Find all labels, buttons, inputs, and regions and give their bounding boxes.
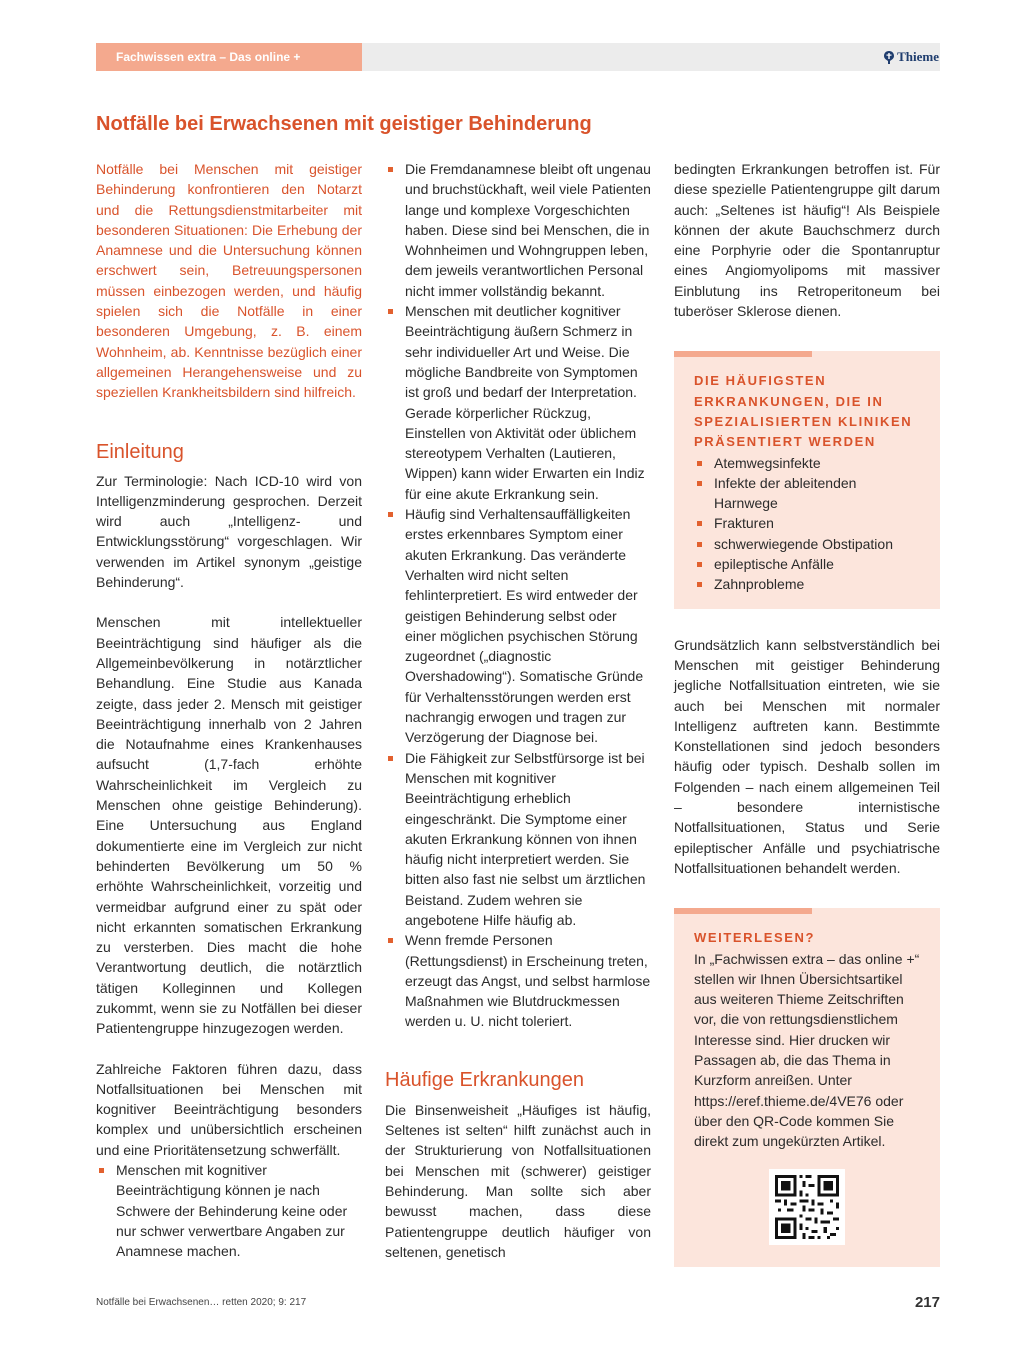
thieme-logo-icon [884,51,894,64]
list-item: Frakturen [694,513,920,533]
list-item: epileptische Anfälle [694,554,920,574]
list-item: Atemwegsinfekte [694,453,920,473]
list-item: Häufig sind Verhaltensauffälligkeiten erstes erkennbares Symptom einer akuten Erkrankung. Das veränderte Verhalten wird nicht selten fehlinterpretiert. Es wird entweder der geistigen Behinderung selbst oder einer möglichen psychischen Störung zugeordnet („diagnostic Overshadowing“). Somatische Gründe für Verhaltensstörungen werden erst nachrangig erwogen und tragen zur Verzögerung der Diagnose bei. [385,504,651,748]
body-paragraph: Die Binsenweisheit „Häufiges ist häufig, Seltenes ist selten“ hilft zunächst auch in der Strukturierung von Notfallsituationen bei Menschen mit (schwerer) geistiger Behinderung. Man sollte sich aber bewusst machen, dass diese Patientengruppe deutlich häufiger von seltenen, genetisch [385,1101,651,1260]
disease-list [694,453,920,595]
list-item: schwerwiegende Obstipation [694,534,920,554]
lead-paragraph: Notfälle bei Menschen mit geistiger Behinderung konfrontieren den Notarzt und die Rettungsdienstmitarbeiter mit besonderen Situationen: Die Erhebung der Anamnese und die Untersuchung können erschwert sein, Betreuungspersonen müssen einbezogen werden, und häufig spielen sich die Notfälle in einer besonderen Umgebung, z. B. einem Wohnheim, ab. Kenntnisse bezüglich einer allgemeinen Herangehensweise und zu speziellen Krankheitsbildern sind hilfreich. [96,161,362,401]
article-title: Notfälle bei Erwachsenen mit geistiger Behinderung [96,113,592,135]
qr-code-icon[interactable] [769,1169,845,1245]
bullet-list [96,1160,362,1261]
info-box-read-more [674,908,940,1267]
info-box-title: DIE HÄUFIGSTEN ERKRANKUNGEN, DIE IN SPEZIALISIERTEN KLINIKEN PRÄSENTIERT WERDEN [694,373,913,450]
section-tag: Fachwissen extra – Das online + [96,43,362,71]
body-paragraph: Zur Terminologie: Nach ICD-10 wird von Intelligenzminderung gesprochen. Derzeit wird auch „Intelligenz- und Entwicklungsstörung“ vorgeschlagen. Wir verwenden im Artikel synonym „geistige Behinderung“. [96,472,362,591]
list-item: Wenn fremde Personen (Rettungsdienst) in Erscheinung treten, erzeugt das Angst, und selbst harmlose Maßnahmen wie Blutdruckmessen werden u. U. nicht toleriert. [385,930,651,1031]
body-paragraph: bedingten Erkrankungen betroffen ist. Für diese spezielle Patientengruppe gilt darum auch: „Seltenes ist häufig“! Als Beispiele können der akute Bauchschmerz durch eine Porphyrie oder die Spontanruptur eines Angiomyolipoms mit massiver Einblutung ins Retroperitoneum bei tuberöser Sklerose dienen. [674,161,940,320]
brand-name: Thieme [897,49,939,64]
list-item: Zahnprobleme [694,574,920,594]
section-heading-haeufige-erkrankungen: Häufige Erkrankungen [385,1068,585,1091]
page-number: 217 [914,1294,940,1311]
body-paragraph: Menschen mit intellektueller Beeinträchtigung sind häufiger als die Allgemeinbevölkerung in notärztlicher Behandlung. Eine Studie aus Kanada zeigte, dass jeder 2. Mensch mit geistiger Beeinträchtigung innerhalb von 2 Jahren die Notaufnahme eines Krankenhauses aufsucht (1,7-fach erhöhte Wahrscheinlichkeit im Vergleich zu Menschen ohne geistige Behinderung). Eine Untersuchung aus England dokumentierte eine im Vergleich zur nicht behinderten Bevölkerung um 50 % erhöhte Wahrscheinlichkeit, vorzeitig und vermeidbar aufgrund einer zu spät oder nicht erkannten somatischen Erkrankung zu versterben. Dies macht die hohe Verantwortung deutlich, die notärztlich tätigen Kolleginnen und Kollegen zukommt, wenn sie zu Notfällen bei dieser Patientengruppe hinzugezogen werden. [96,614,362,1037]
read-more-text: In „Fachwissen extra – das online +“ stellen wir Ihnen Übersichtsartikel aus weiteren Thieme Zeitschriften vor, die von rettungsdienstlichem Interesse sind. Hier drucken wir Passagen ab, die das Thema in Kurzform anreißen. Unter https://eref.thieme.de/4VE76 oder über den QR-Code kommen Sie direkt zum ungekürzten Artikel. [694,950,920,1150]
bullet-list [385,159,651,1032]
list-item: Die Fremdanamnese bleibt oft ungenau und bruchstückhaft, weil viele Patienten lange und komplexe Vorgeschichten haben. Diese sind bei Menschen, die in Wohnheimen und Wohngruppen leben, dem jeweils verantwortlichen Personal nicht immer vollständig bekannt. [385,159,651,301]
section-heading-einleitung: Einleitung [96,440,184,463]
info-box-title: WEITERLESEN? [694,930,816,946]
info-box-common-diseases [674,351,940,608]
list-item: Menschen mit kognitiver Beeinträchtigung können je nach Schwere der Behinderung keine oder nur schwer verwertbare Angaben zur Anamnese machen. [96,1160,362,1261]
list-item: Infekte der ableitenden Harnwege [694,473,920,514]
body-paragraph: Zahlreiche Faktoren führen dazu, dass Notfallsituationen bei Menschen mit kognitiver Beeinträchtigung besonders komplex und unübersichtlich erscheinen und eine Prioritätensetzung schwerfällt. [96,1060,362,1158]
column-3 [674,159,940,1267]
footer-citation: Notfälle bei Erwachsenen… retten 2020; 9: 217 [96,1297,307,1308]
list-item: Die Fähigkeit zur Selbstfürsorge ist bei Menschen mit kognitiver Beeinträchtigung erheblich eingeschränkt. Die Symptome einer akuten Erkrankung können von ihnen häufig nicht interpretiert werden. Sie bitten also fast nie selbst um ärztlichen Beistand. Zudem wehren sie angebotene Hilfe häufig ab. [385,748,651,931]
column-2 [385,159,651,1262]
publisher-brand[interactable] [884,43,939,71]
body-paragraph: Grundsätzlich kann selbstverständlich bei Menschen mit geistiger Behinderung jegliche Notfallsituation eintreten, wie sie auch bei Menschen mit normaler Intelligenz auftreten kann. Bestimmte Konstellationen sind jedoch besonders häufig oder typisch. Deshalb sollen im Folgenden – nach einem allgemeinen Teil – besondere internistische Notfallsituationen, Status und Serie epileptischer Anfälle und psychiatrische Notfallsituationen behandelt werden. [674,636,940,876]
column-1 [96,159,362,1262]
list-item: Menschen mit deutlicher kognitiver Beeinträchtigung äußern Schmerz in sehr individueller Art und Weise. Die mögliche Bandbreite von Symptomen ist groß und bedarf der Interpretation. Gerade körperlicher Rückzug, Einstellen von Aktivität oder üblichem stereotypem Verhalten (Lautieren, Wippen) kann wider Erwarten ein Indiz für eine akute Erkrankung sein. [385,301,651,504]
